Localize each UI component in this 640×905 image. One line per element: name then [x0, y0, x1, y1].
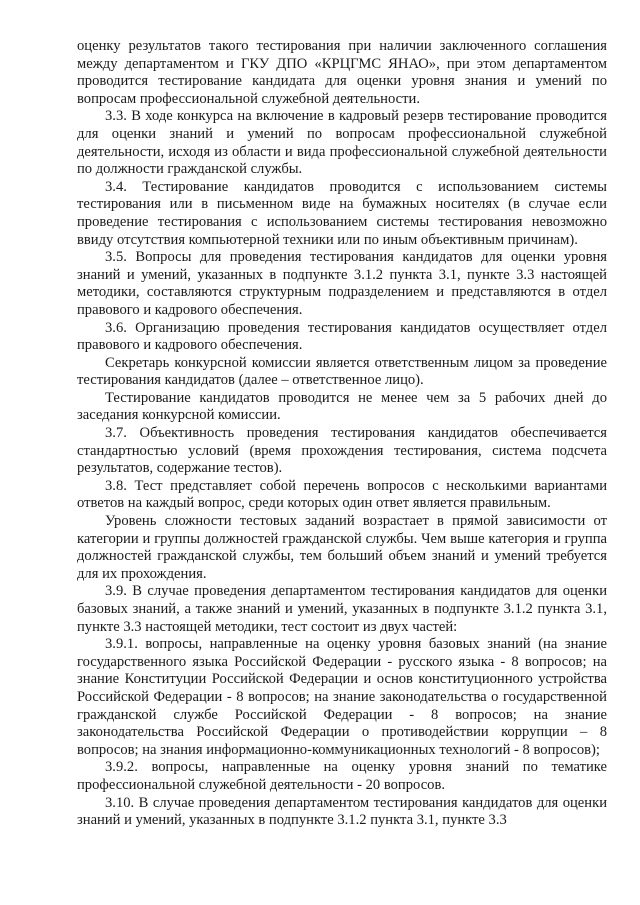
- paragraph-3-8: 3.8. Тест представляет собой перечень вопросов с несколькими вариантами ответов на каждый вопрос, среди которых один ответ является правильным.: [77, 477, 607, 512]
- paragraph-3-5: 3.5. Вопросы для проведения тестирования кандидатов для оценки уровня знаний и умений, указанных в подпункте 3.1.2 пункта 3.1, пункте 3.3 настоящей методики, составляются структурным подразделением и представляются в отдел правового и кадрового обеспечения.: [77, 249, 607, 318]
- paragraph-3-6: 3.6. Организацию проведения тестирования кандидатов осуществляет отдел правового и кадрового обеспечения.: [77, 319, 607, 354]
- paragraph-3-4: 3.4. Тестирование кандидатов проводится с использованием системы тестирования или в письменном виде на бумажных носителях (в случае если проведение тестирования с использованием системы тестирования невозможно ввиду отсутствия компьютерной техники или по иным объективным причинам).: [77, 178, 607, 248]
- paragraph-difficulty-level: Уровень сложности тестовых заданий возрастает в прямой зависимости от категории и группы должностей гражданской службы. Чем выше категория и группа должностей гражданской службы, тем больший объем знаний и умений требуется для их прохождения.: [77, 513, 607, 582]
- paragraph-secretary: Секретарь конкурсной комиссии является ответственным лицом за проведение тестирования кандидатов (далее – ответственное лицо).: [77, 354, 607, 389]
- paragraph-testing-deadline: Тестирование кандидатов проводится не менее чем за 5 рабочих дней до заседания конкурсной комиссии.: [77, 389, 607, 424]
- document-page: [77, 38, 607, 830]
- paragraph-3-9-1: 3.9.1. вопросы, направленные на оценку уровня базовых знаний (на знание государственного языка Российской Федерации - русского языка - 8 вопросов; на знание Конституции Российской Федерации и основ конституционного устройства Российской Федерации - 8 вопросов; на знание законодательства о государственной гражданской службе Российской Федерации - 8 вопросов; на знание законодательства Российской Федерации о противодействии коррупции – 8 вопросов; на знания информационно-коммуникационных технологий - 8 вопросов);: [77, 636, 607, 758]
- paragraph-3-10: 3.10. В случае проведения департаментом тестирования кандидатов для оценки знаний и умений, указанных в подпункте 3.1.2 пункта 3.1, пункте 3.3: [77, 794, 607, 829]
- paragraph-3-7: 3.7. Объективность проведения тестирования кандидатов обеспечивается стандартностью условий (время прохождения тестирования, система подсчета результатов, содержание тестов).: [77, 425, 607, 477]
- paragraph-3-9: 3.9. В случае проведения департаментом тестирования кандидатов для оценки базовых знаний, а также знаний и умений, указанных в подпункте 3.1.2 пункта 3.1, пункте 3.3 настоящей методики, тест состоит из двух частей:: [77, 583, 607, 635]
- paragraph-3-9-2: 3.9.2. вопросы, направленные на оценку уровня знаний по тематике профессиональной служебной деятельности - 20 вопросов.: [77, 759, 607, 793]
- paragraph-3-3: 3.3. В ходе конкурса на включение в кадровый резерв тестирование проводится для оценки знаний и умений по вопросам профессиональной служебной деятельности, исходя из области и вида профессиональной служебной деятельности по должности гражданской службы.: [77, 108, 607, 178]
- paragraph-continuation: оценку результатов такого тестирования при наличии заключенного соглашения между департаментом и ГКУ ДПО «КРЦГМС ЯНАО», при этом департаментом проводится тестирование кандидата для оценки уровня знания и умений по вопросам профессиональной служебной деятельности.: [77, 38, 607, 107]
